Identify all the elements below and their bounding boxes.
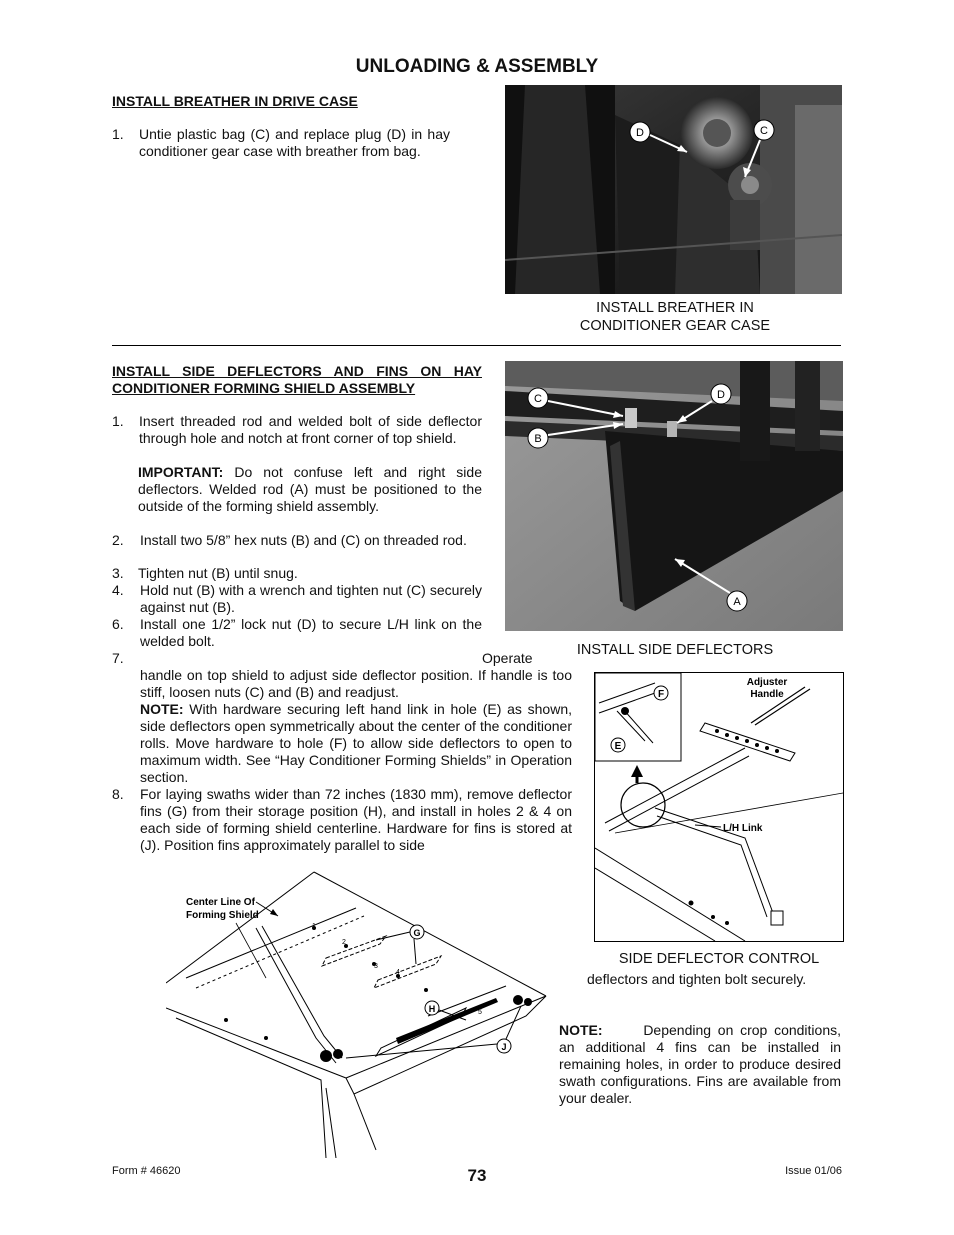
step-number: 7.: [112, 650, 124, 666]
hole-3: 3: [374, 963, 378, 970]
side-deflector-photo-drawing: [505, 361, 843, 631]
step-7-note: [140, 701, 572, 786]
section-heading-deflectors: [112, 363, 482, 397]
hole-4: 4: [396, 969, 400, 976]
form-number: Form # 46620: [112, 1165, 181, 1177]
label-g: G: [413, 928, 421, 938]
section-heading-breather: INSTALL BREATHER IN DRIVE CASE: [112, 93, 358, 109]
step-8-continued: deflectors and tighten bolt securely.: [587, 971, 807, 987]
note-label: NOTE:: [559, 1022, 603, 1038]
step-text: For laying swaths wider than 72 inches (1830 mm), remove deflector fins (G) from their storage position (H), and install in holes 2 & 4 on each side of forming shield centerline. Hardware for fins is stored at (J). Position fins approximately parallel to side: [140, 786, 572, 853]
step-number: 8.: [112, 786, 124, 802]
important-label: IMPORTANT:: [138, 464, 224, 480]
step-number: 1.: [112, 126, 124, 142]
note-text: Depending on crop conditions, an additional 4 fins can be installed in remaining holes, in order to produce desired swath configurations. Fins are available from your dealer.: [559, 1022, 841, 1106]
label-adjuster-2: Handle: [750, 689, 784, 700]
hole-2: 2: [342, 939, 346, 946]
step-number: 3.: [112, 565, 124, 581]
caption-line-2: CONDITIONER GEAR CASE: [579, 318, 771, 334]
figure-caption-control: SIDE DEFLECTOR CONTROL: [618, 951, 820, 967]
step-number: 2.: [112, 532, 124, 548]
photo-label-b: B: [534, 433, 542, 445]
note-label: NOTE:: [140, 701, 184, 717]
side-deflector-photo: [505, 361, 843, 631]
step-text: Hold nut (B) with a wrench and tighten nut (C) securely against nut (B).: [140, 582, 482, 615]
photo-label-c: C: [760, 125, 768, 137]
heading-line-1: INSTALL SIDE DEFLECTORS AND FINS ON HAY: [112, 363, 482, 379]
hole-1: 1: [312, 923, 316, 930]
photo-label-d: D: [717, 389, 725, 401]
label-adjuster-1: Adjuster: [746, 677, 788, 688]
important-note: [138, 464, 482, 515]
label-e: E: [614, 741, 622, 752]
step-text: Operate handle on top shield to adjust side deflector position. If handle is too stiff, loosen nuts (C) and (B) and readjust.: [140, 650, 572, 700]
hole-5: 5: [478, 1009, 482, 1016]
heading-line-2: CONDITIONER FORMING SHIELD ASSEMBLY: [112, 380, 416, 396]
figure-caption-breather: [505, 299, 845, 335]
step-number: 4.: [112, 582, 124, 598]
control-diagram-drawing: [595, 673, 843, 941]
step-number: 1.: [112, 413, 124, 429]
note-text: With hardware securing left hand link in hole (E) as shown, side deflectors open symmetrically about the center of the conditioner rolls. Move hardware to hole (F) to allow side deflectors to open to maximum width. See “Hay Conditioner Forming Shields” in Operation section.: [140, 701, 572, 785]
figure-caption-side-deflectors: INSTALL SIDE DEFLECTORS: [576, 642, 774, 658]
label-center-line-2: Forming Shield: [186, 910, 259, 921]
bottom-note: [559, 1022, 841, 1107]
page-number: 73: [467, 1166, 487, 1185]
label-h: H: [428, 1004, 436, 1014]
gear-case-photo: [505, 85, 842, 294]
section-divider: [112, 345, 841, 346]
forming-shield-drawing: [166, 868, 551, 1158]
step-text: Untie plastic bag (C) and replace plug (D) in hay conditioner gear case with breather from bag.: [139, 126, 450, 159]
gear-case-photo-drawing: [505, 85, 842, 294]
step-text: Insert threaded rod and welded bolt of side deflector through hole and notch at front corner of top shield.: [139, 413, 482, 446]
step-text: Install one 1/2” lock nut (D) to secure L/H link on the welded bolt.: [140, 616, 482, 649]
label-j: J: [501, 1042, 507, 1052]
photo-label-d: D: [636, 127, 644, 139]
step-text: Tighten nut (B) until snug.: [138, 565, 298, 581]
caption-line-1: INSTALL BREATHER IN: [596, 300, 754, 316]
deflector-step-7: [112, 650, 572, 701]
forming-shield-diagram: [166, 868, 551, 1158]
label-center-line-1: Center Line Of: [186, 897, 255, 908]
issue-date: Issue 01/06: [785, 1165, 842, 1177]
side-deflector-control-diagram: [594, 672, 844, 942]
label-f: F: [657, 689, 665, 700]
step-number: 6.: [112, 616, 124, 632]
page-title: UNLOADING & ASSEMBLY: [355, 56, 599, 77]
photo-label-a: A: [733, 596, 741, 608]
photo-label-c: C: [534, 393, 542, 405]
important-text: Do not confuse left and right side deflectors. Welded rod (A) must be positioned to the outside of the forming shield assembly.: [138, 464, 482, 514]
label-lh-link: L/H Link: [723, 823, 763, 834]
step-text: Install two 5/8” hex nuts (B) and (C) on threaded rod.: [140, 532, 467, 548]
